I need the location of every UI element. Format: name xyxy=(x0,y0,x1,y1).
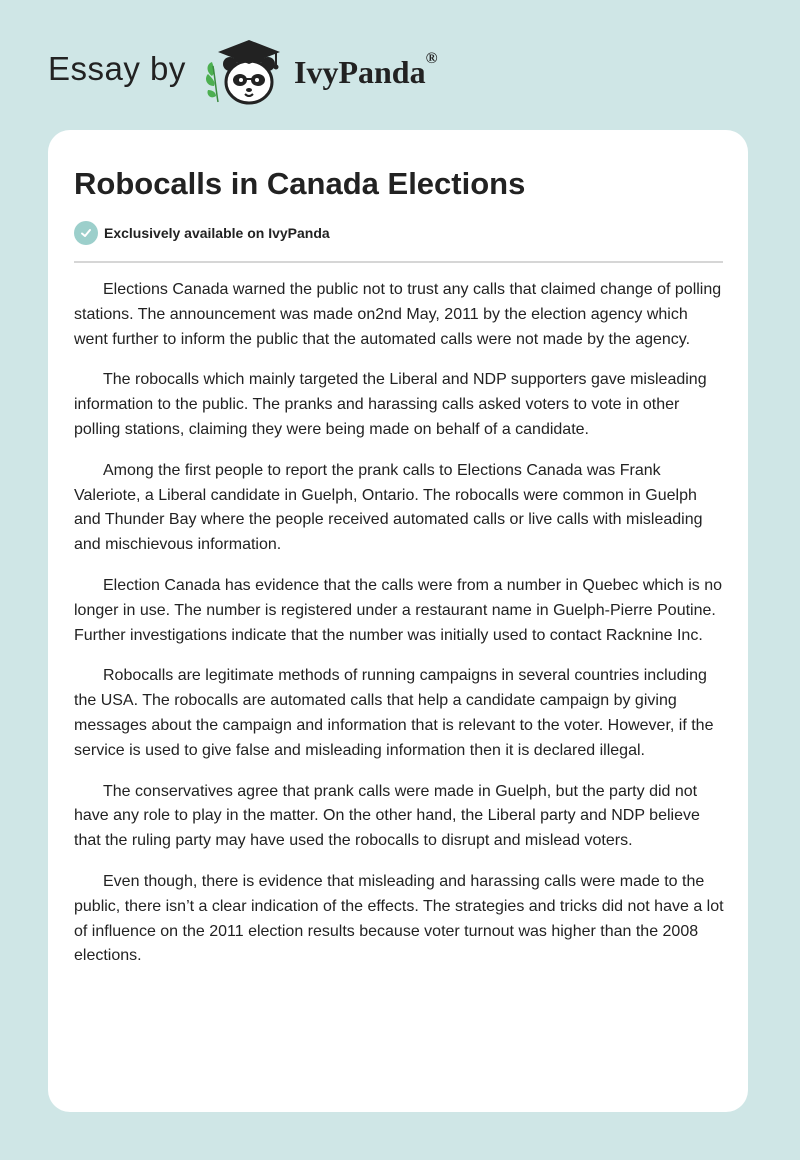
exclusive-badge xyxy=(74,221,330,245)
divider xyxy=(74,261,723,263)
page-title: Robocalls in Canada Elections xyxy=(74,166,526,201)
exclusive-label: Exclusively available on IvyPanda xyxy=(104,225,330,241)
paragraph: The robocalls which mainly targeted the Liberal and NDP supporters gave misleading information to the public. The pranks and harassing calls asked voters to vote in other polling stations, claiming they were being made on behalf of a candidate. xyxy=(74,371,707,438)
paragraph: Election Canada has evidence that the calls were from a number in Quebec which is no longer in use. The number is registered under a restaurant name in Guelph-Pierre Poutine. Further investigations indicate that the number was initially used to contact Racknine Inc. xyxy=(74,576,723,644)
paragraph: Even though, there is evidence that misleading and harassing calls were made to the public, there isn’t a clear indication of the effects. The strategies and tricks did not have a lot of influence on the 2011 election results because voter turnout was higher than the 2008 elections. xyxy=(74,872,724,965)
registered-mark: ® xyxy=(425,50,438,67)
site-header xyxy=(48,36,748,108)
check-circle-icon xyxy=(74,221,98,245)
brand-logo xyxy=(294,50,438,91)
paragraph: Robocalls are legitimate methods of running campaigns in several countries including the USA. The robocalls are automated calls that help a candidate campaign by giving messages about the campaign and information that is relevant to the voter. However, if the service is used to give false and misleading information then it is declared illegal. xyxy=(74,667,714,759)
essay-by-label: Essay by xyxy=(48,50,186,87)
paragraph: The conservatives agree that prank calls were made in Guelph, but the party did not have any role to play in the matter. On the other hand, the Liberal party and NDP believe that the ruling party may have used the robocalls to disrupt and mislead voters. xyxy=(74,782,700,850)
paragraph: Elections Canada warned the public not to trust any calls that claimed change of polling stations. The announcement was made on2nd May, 2011 by the election agency which went further to inform the public that the automated calls were not made by the agency. xyxy=(74,281,722,348)
brand-name: IvyPanda xyxy=(294,54,426,90)
essay-body xyxy=(74,278,724,985)
panda-graduate-icon xyxy=(202,36,288,108)
essay-card xyxy=(48,130,748,1112)
paragraph: Among the first people to report the prank calls to Elections Canada was Frank Valeriote, a Liberal candidate in Guelph, Ontario. The robocalls were common in Guelph and Thunder Bay where the people received automated calls or live calls with misleading and mischievous information. xyxy=(74,461,703,554)
